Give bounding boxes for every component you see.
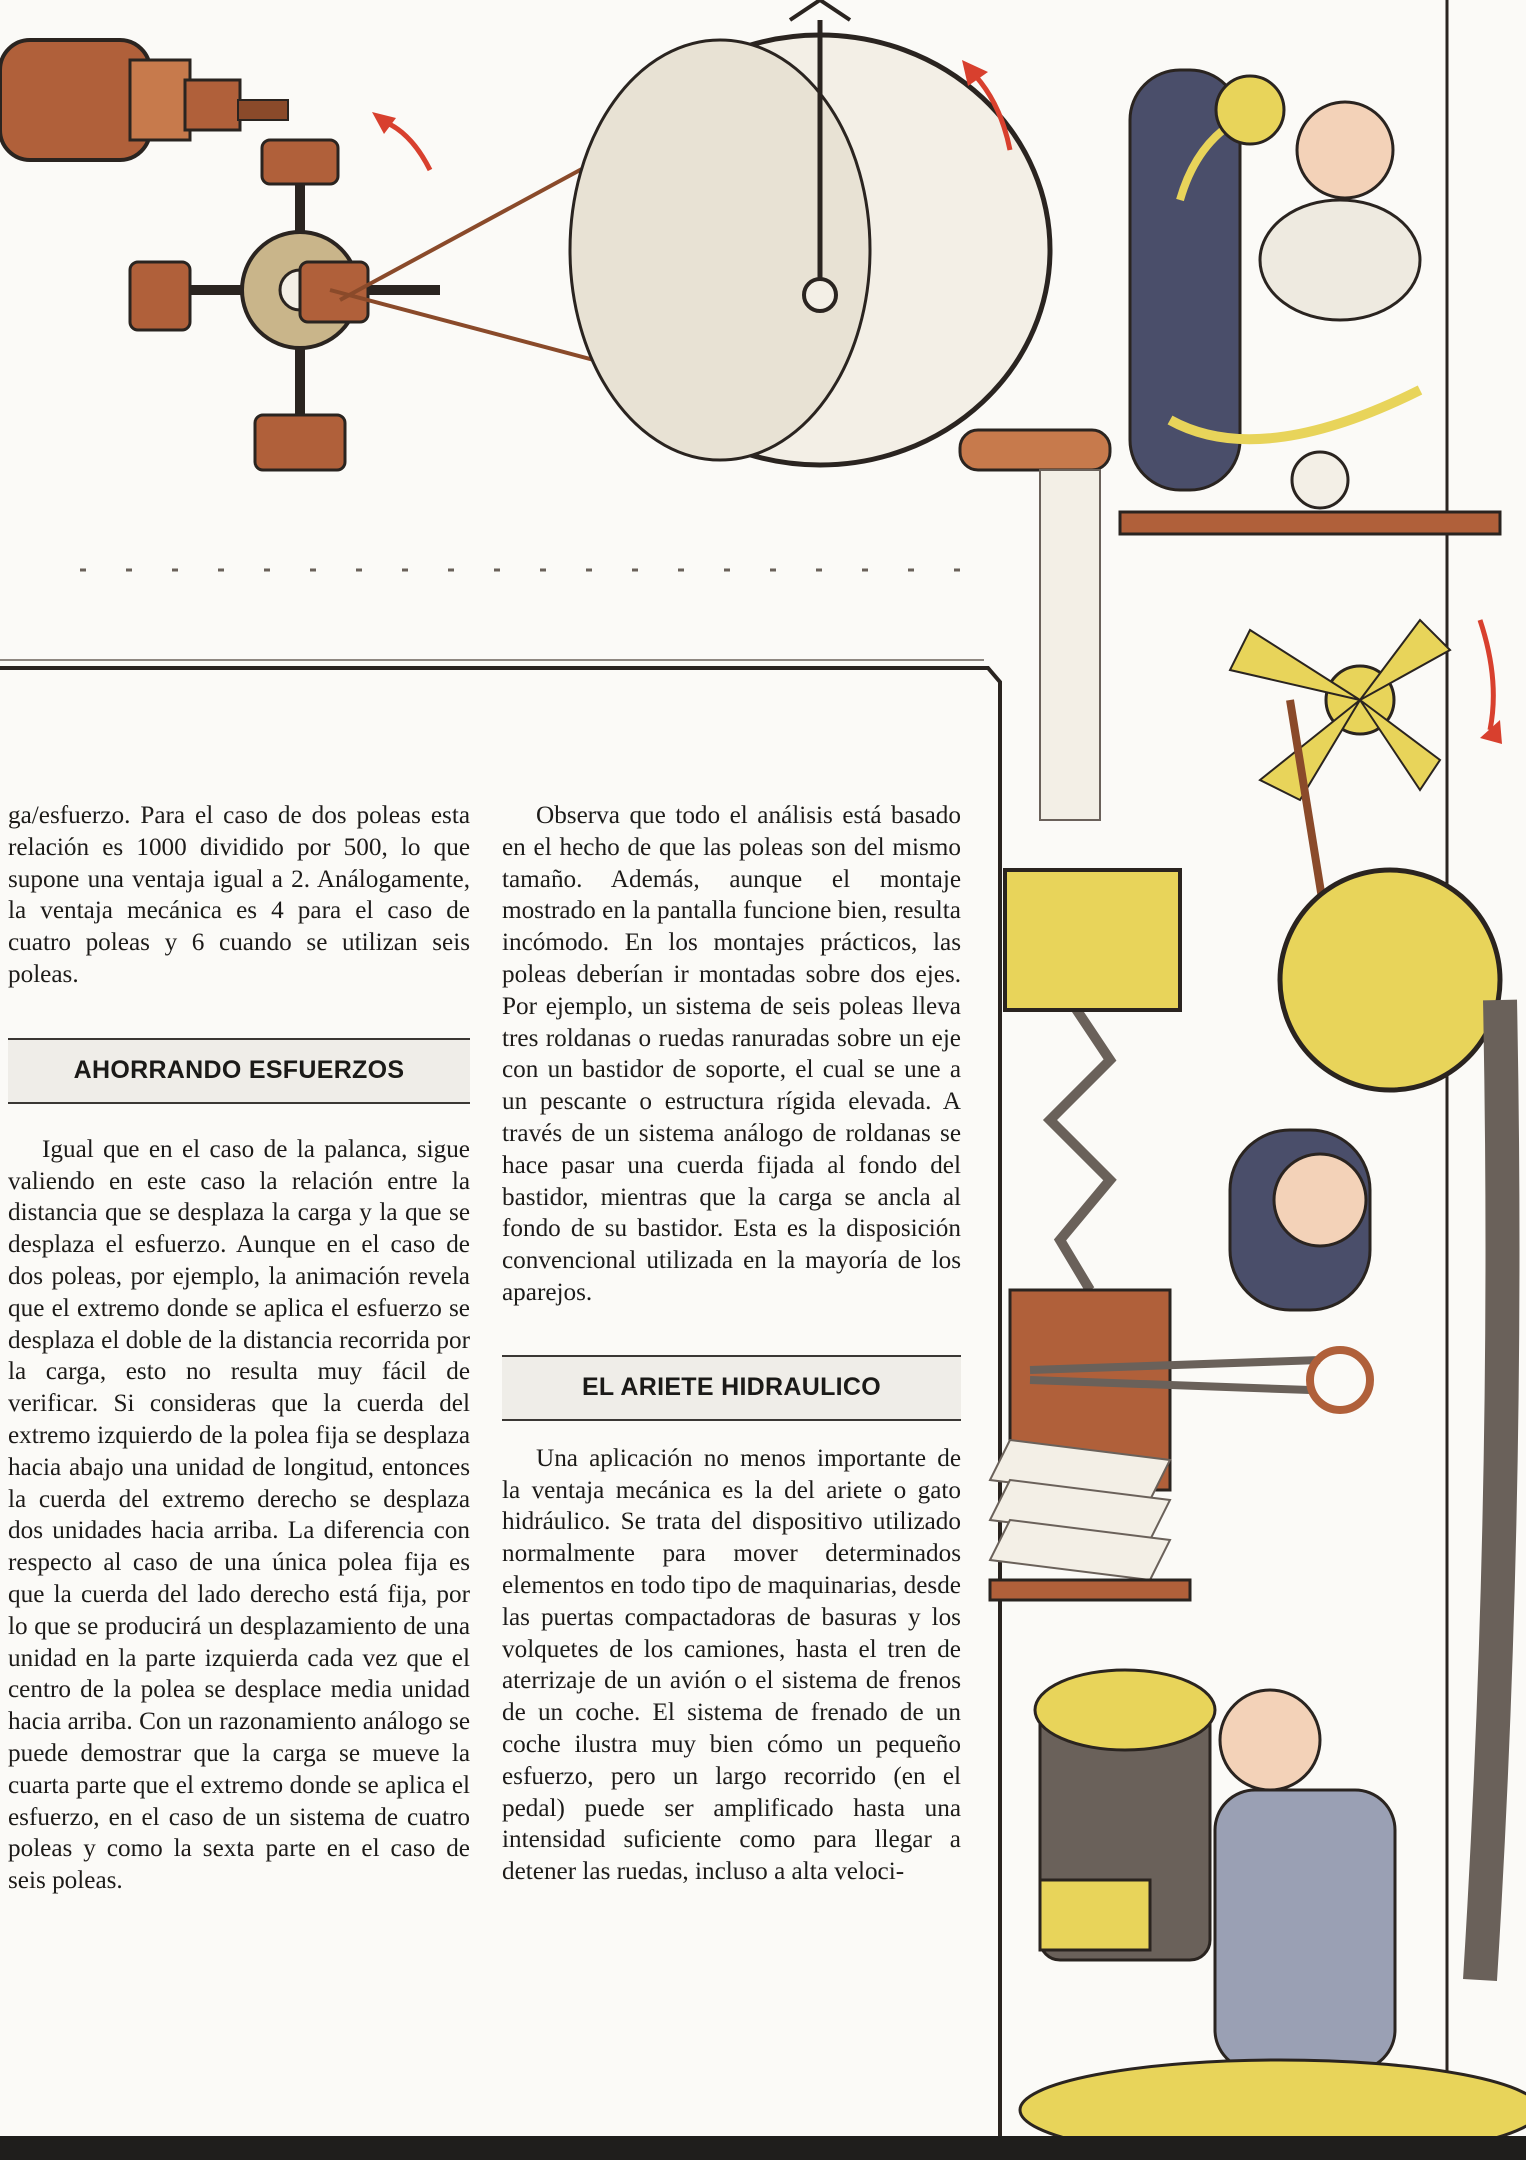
shelf — [1120, 512, 1500, 534]
right-column — [502, 800, 961, 1888]
paper-roller — [960, 430, 1110, 470]
section-heading-ariete: EL ARIETE HIDRAULICO — [502, 1355, 961, 1421]
paper-stack-icon — [990, 1440, 1170, 1580]
intro-paragraph: ga/esfuerzo. Para el caso de dos poleas esta relación es 1000 dividido por 500, lo que supone una ventaja igual a 2. Análogamente, la ventaja mecánica es 4 para el caso de cuatro poleas y 6 cuando se utilizan seis poleas. — [8, 802, 470, 988]
paper-zigzag — [1050, 1000, 1110, 1290]
body-paragraph: Igual que en el caso de la palanca, sigue valiendo en este caso la relación entre la distancia que se desplaza la carga y la que se desplaza el esfuerzo. Aunque en el caso de dos poleas, por ejemplo, la animación revela que el extremo donde se aplica el esfuerzo se desplaza el doble de la distancia recorrida por la carga, esto no resulta muy fácil de verificar. Si consideras que la cuerda del extremo izquierdo de la polea fija se desplaza hacia abajo una unidad de longitud, entonces la cuerda del extremo derecho se desplaza dos unidades hacia arriba. La diferencia con respecto al caso de una única polea fija es que la cuerda del lado derecho está fija, por lo que se producirá un desplazamiento de una unidad en la parte izquierda cada vez que el centro de la polea se desplace media unidad hacia arriba. Con un razonamiento análogo se puede demostrar que la carga se mueve la cuarta parte que el extremo donde se aplica el esfuerzo, en el caso de un sistema de cuatro poleas y como la sexta parte en el caso de seis poleas. — [8, 1135, 470, 1895]
pipe — [1480, 1000, 1503, 1980]
roller-cylinder-icon — [0, 40, 288, 160]
scissors-worker-icon — [1010, 1130, 1370, 1490]
section-heading-ahorrando: AHORRANDO ESFUERZOS — [8, 1038, 470, 1104]
bin-worker-icon — [1035, 1670, 1395, 2070]
arrow-block-icon — [1005, 870, 1180, 1010]
shelf — [990, 1580, 1190, 1600]
ariete-paragraph: Una aplicación no menos importante de la ventaja mecánica es la del ariete o gato hidráulico. Se trata del dispositivo utilizado normalmente para mover determinados elementos en todo tipo de maquinarias, desde las puertas compactadoras de basuras y los volquetes de los camiones, hasta el tren de aterrizaje de un avión o el sistema de frenos de un coche. El sistema de frenado de un coche ilustra muy bien cómo un pequeño esfuerzo, pero un largo recorrido (en el pedal) puede ser amplificado hasta una intensidad suficiente como para llegar a detener las ruedas, incluso a alta veloci- — [502, 1444, 961, 1886]
observa-paragraph: Observa que todo el análisis está basado en el hecho de que las poleas son del mismo tamaño. Además, aunque el montaje mostrado en la pantalla funcione bien, resulta incómodo. En los montajes prácticos, las poleas deberían ir montadas sobre dos ejes. Por ejemplo, un sistema de seis poleas lleva tres roldanas o ruedas ranuradas sobre un eje con un bastidor de soporte, el cual se une a un pescante o estructura rígida elevada. A través de un sistema análogo de roldanas se hace pasar una cuerda fijada al fondo del bastidor, mientras que la carga se ancla al fondo de su bastidor. Esta es la disposición convencional utilizada en la mayoría de los aparejos. — [502, 802, 961, 1306]
red-arrow-icon — [1480, 620, 1493, 730]
left-column — [8, 800, 470, 1897]
bottom-edge — [0, 2136, 1526, 2160]
flywheel-icon — [1280, 870, 1500, 1090]
paper-strip — [1040, 470, 1100, 820]
worker-icon — [1130, 70, 1420, 508]
